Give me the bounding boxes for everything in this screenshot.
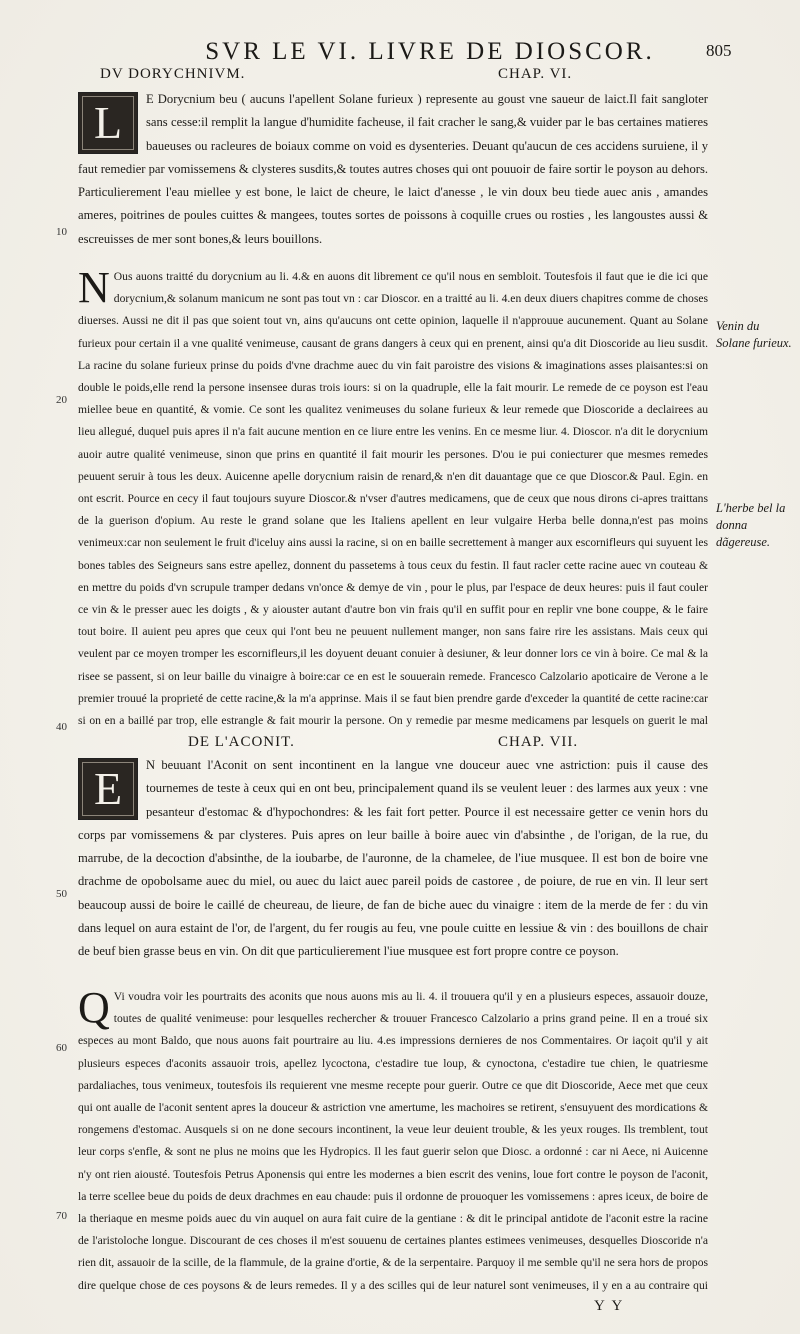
ghost-marginalia bbox=[728, 740, 794, 780]
page-number: 805 bbox=[706, 41, 732, 60]
section-heading-aconit bbox=[78, 734, 708, 756]
bleed-through-text bbox=[78, 252, 708, 266]
paragraph-aconit-symptoms bbox=[78, 754, 708, 980]
margin-note-solane: Venin du Solane furieux. bbox=[716, 319, 792, 350]
paragraph-text: Ous auons traitté du dorycnium au li. 4.& en auons dit librement ce qu'il nous en sembloit. Toutesfois il faut que ie die ici que dorycnium,& solanum manicum ne sont pas tout vn : car Dioscor. en a traitté au li. 4.en deux diuers chapitres comme de choses diuerses. Aussi ne dit il pas que soient tout vn, ains qu'aucuns ont cette opinion, laquelle il n'approuue aucunement. Quant au Solane furieux pour certain il a vne qualité venimeuse, causant de grans dangers à ceux qui en prenent, ainsi qu'a dit Dioscoride au lieu susdit. La racine du solane furieux prinse du poids d'vne drachme auec du vin fait paroistre des visions & imaginations asses plaisantes:si on double le poids,elle rend la persone insensee duras trois iours: si on la quadruple, elle la fait mourir. Le remede de ce poyson est l'eau miellee beue en quantité, & vomie. Ce sont les qualitez venimeuses du solane furieux & leur remede que Dioscoride a declairees au lieu allegué, duquel puis apres il n'a fait aucune mention en ce liure entre les venins. En ce mesme liur. 4. Dioscor. n'a dit le dorycnium auoir autre qualité venimeuse, sinon que prins en quantité il fait mourir les persones. D'ou ie pui coniecturer que mesmes remedes peuuent seruir à tous les deux. Auicenne apelle dorycnium raisin de renard,& n'en dit dauantage que ce que Dioscor.& Paul. Egin. en ont escrit. Pource en cecy il faut toujours suyure Dioscor.& n'vser d'autres medicamens, que de ceux que nous dirons ci-apres traittans de la guerison d'opium. Au reste le grand solane que les Italiens apellent en leur vulgaire Herba belle donna,n'est pas moins venimeux:car non seulement le fruit d'iceluy ains aussi la racine, si on en baille secrettement à manger aux escornifleurs qui suyuent les bones tables des Seigneurs sans estre apellez, donnent du passetems à tous ceux du festin. Il faut racler cette racine auec vn couteau & en mettre du poids d'vn scrupule tramper dedans vn'once & demye de vin , pour le plus, par l'espace de deux heures: puis il faut couler ce vin & le presser auec les doigts , & y aiouster autant d'autre bon vin frais qu'il en suffit pour en replir vne bone couppe, & le faire tout boire. Il auient peu apres que ceux qui l'ont beu ne peuuent nullement manger, non sans faire rire les assistans. Mais ceux qui veulent par ce moyen tromper les escornifleurs,il les doyuent deuant conuier à desiuner, & leur donner lors ce vin à boire. Ce mal & la risee se passent, si on leur baille du vinaigre à boire:car ce en est le souuerain remede. Francesco Calzolario apoticaire de Verone a le premier trouué la proprieté de cette racine,& la m'a apprinse. Mais il se faut bien prendre garde d'exceder la quantité de cette racine:car si on en a baillé par trop, elle estrangle & fait mourir la persone. On y remedie par mesme medicamens par lesquels on guerit le mal bbox=[78, 270, 708, 728]
running-title: SVR LE VI. LIVRE DE DIOSCOR. bbox=[205, 38, 655, 65]
paragraph-dorycnium-symptoms bbox=[78, 88, 708, 260]
section-title: DV DORYCHNIVM. bbox=[100, 66, 246, 82]
paragraph-solane-commentary bbox=[78, 266, 708, 728]
ornamental-initial: L bbox=[78, 92, 138, 154]
paragraph-aconit-commentary bbox=[78, 986, 708, 1294]
chapter-label: CHAP. VII. bbox=[498, 734, 579, 750]
chapter-label: CHAP. VI. bbox=[498, 66, 573, 82]
ghost-marginalia bbox=[728, 68, 794, 108]
section-title: DE L'ACONIT. bbox=[188, 734, 295, 750]
line-number: 40 bbox=[56, 721, 67, 733]
signature-mark: Y Y bbox=[594, 1298, 625, 1314]
line-number: 60 bbox=[56, 1042, 67, 1054]
line-number: 70 bbox=[56, 1210, 67, 1222]
margin-note-belladonna: L'herbe bel la donna dãgereuse. bbox=[716, 501, 786, 549]
initial-letter: Q bbox=[78, 986, 110, 1032]
paragraph-text: N beuuant l'Aconit on sent incontinent en la langue vne douceur auec vne astriction: puis il cause des tournemes de teste à ceux qui en ont beu, principalement quand ils se veulent leuer : des larmes aux yeux : vne pesanteur d'estomac & d'hypochondres: & les fait fort petter. Pource il est necessaire getter ce venin hors du corps par vomissemens & par clysteres. Puis apres on leur baille à boire auec vin d'absinthe , de l'origan, de la rue, du marrube, de la decoction d'absinthe, de la ioubarbe, de l'auronne, de la chamelee, de l'iue musquee. Il est bon de boire vne drachme de opobolsame auec du miel, ou auec du laict auec pareil poids de castoree , de poiure, de rue en vin. Il leur sert beaucoup aussi de boire le caillé de cheureau, de lieure, de fan de biche auec du vinaigre : item de la merde de fer : du vin dans lequel on aura estaint de l'or, de l'argent, du fer rougis au feu, vne poule cuitte en lessiue & vin : des bouillons de chair de beuf bien grasse beus en vin. On dit que particulierement l'iue musquee est fort propre contre ce poyson. bbox=[78, 758, 708, 959]
paragraph-text: E Dorycnium beu ( aucuns l'apellent Solane furieux ) represente au goust vne saueur de laict.Il fait sangloter sans cesse:il remplit la langue d'humidite facheuse, il fait cracher le sang,& vuider par le bas certaines matieres baueuses ou racleures de boiaux comme on void es dysenteries. Deuant qu'aucun de ces accidens suruiene, il y faut remedier par vomissemens & clysteres susdits,& toutes autres choses qui ont pouuoir de faire sortir le poyson au dehors. Particulierement l'eau miellee y est bone, le laict de cheure, le laict d'anesse , le vin doux beu tiede auec anis , amandes ameres, poitrines de poules cuittes & mangees, toutes sortes de poissons à coquille crues ou rosties , les langoustes aussi & escreuisses de mer sont bones,& leurs bouillons. bbox=[78, 92, 708, 246]
line-number: 20 bbox=[56, 394, 67, 406]
paragraph-text: Vi voudra voir les pourtraits des aconits que nous auons mis au li. 4. il trouuera qu'il y en a plusieurs especes, assauoir douze, toutes de qualité venimeuse: pour lesquelles rechercher & trouuer Francesco Calzolario a prins grand peine. Il en a troué six especes au mont Baldo, que nous auons fait pourtraire au liu. 4.es impressions dernieres de nos Commentaires. Or iaçoit qu'il y ait plusieurs especes d'aconits assauoir trois, apellez lycoctona, c'estadire tue loup, & cynoctona, c'estadire tue chien, le quatriesme pardaliaches, tous venimeux, toutesfois ils requierent vne mesme recepte pour guerir. Outre ce que dit Dioscoride, Aece met que ceux qui ont aualle de l'aconit sentent apres la douceur & astriction vne amertume, les machoires se retirent, s'ensuyuent des mordications & rongemens d'estomac. Ausquels si on ne done secours incontinent, la veue leur deuient trouble, & les yeux rouges. Ils tremblent, tout leur corps s'enfle, & sont ne plus ne moins que les Hydropics. Il les faut guerir selon que Diosc. a ordonné : car ni Aece, ni Auicenne n'y ont rien aiousté. Toutesfois Petrus Aponensis qui entre les modernes a bien escrit des venins, loue fort contre le poyson de l'aconit, la terre scellee beue du poids de deux drachmes en eau chaude: puis il ordonne de prouoquer les vomissemens : apres iceux, de boire de la theriaque en mesme poids auec du vin auquel on aura fait cuire de la gentiane : & dit le principal antidote de l'aconit estre la racine de l'aristoloche longue. Discourant de ces choses il m'est souuenu de certaines plantes estimees venimeuses, desquelles Dioscoride n'a rien dit, assauoir de la scille, de la flammule, de la graine d'ortie, & de la serpentaire. Parquoy il me semble qu'il ne sera hors de propos dire quelque chose de ces poysons & de leurs remedes. Il y a des scilles qui de leur naturel sont venimeuses, il y en a au contraire qui bbox=[78, 990, 708, 1292]
line-number: 50 bbox=[56, 888, 67, 900]
ornamental-initial: E bbox=[78, 758, 138, 820]
section-heading-dorycnium bbox=[78, 66, 708, 88]
initial-letter: N bbox=[78, 266, 110, 312]
line-number: 10 bbox=[56, 226, 67, 238]
